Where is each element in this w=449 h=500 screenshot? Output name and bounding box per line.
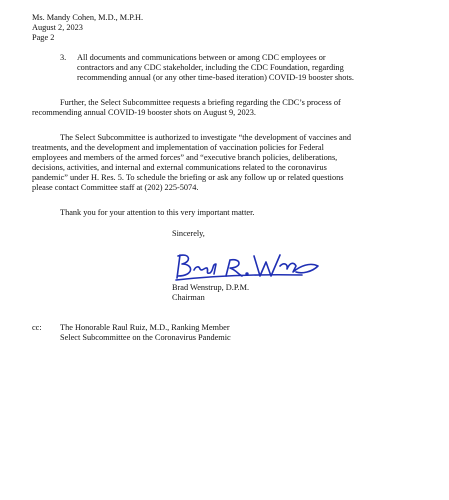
paragraph-line: recommending annual COVID-19 booster shots on August 9, 2023.	[32, 108, 256, 117]
cc-label: cc:	[32, 323, 42, 332]
signature-image	[172, 250, 322, 284]
paragraph-line: treatments, and the development and implementation of vaccination policies for Federal	[32, 143, 324, 152]
list-item-line: All documents and communications between or among CDC employees or	[77, 53, 326, 62]
paragraph-line: Further, the Select Subcommittee requests a briefing regarding the CDC’s process of	[60, 98, 341, 107]
closing: Sincerely,	[172, 229, 205, 238]
cc-line: Select Subcommittee on the Coronavirus Pandemic	[60, 333, 231, 342]
letter-date: August 2, 2023	[32, 23, 83, 32]
paragraph-line: decisions, activities, and internal and external communications related to the coronavirus	[32, 163, 327, 172]
recipient-name: Ms. Mandy Cohen, M.D., M.P.H.	[32, 13, 144, 22]
list-item-line: recommending annual (or any other time-based iteration) COVID-19 booster shots.	[77, 73, 354, 82]
list-item-number: 3.	[60, 53, 67, 62]
paragraph-line: please contact Committee staff at (202) 225-5074.	[32, 183, 199, 192]
paragraph-line: The Select Subcommittee is authorized to investigate “the development of vaccines and	[60, 133, 351, 142]
paragraph-line: pandemic” under H. Res. 5. To schedule the briefing or ask any follow up or related questions	[32, 173, 344, 182]
signer-name: Brad Wenstrup, D.P.M.	[172, 283, 250, 292]
page-number: Page 2	[32, 33, 55, 42]
list-item-line: contractors and any CDC stakeholder, including the CDC Foundation, regarding	[77, 63, 344, 72]
signer-title: Chairman	[172, 293, 205, 302]
thanks-line: Thank you for your attention to this very important matter.	[60, 208, 255, 217]
paragraph-line: employees and members of the armed forces” and “executive branch policies, deliberations,	[32, 153, 338, 162]
cc-line: The Honorable Raul Ruiz, M.D., Ranking Member	[60, 323, 230, 332]
